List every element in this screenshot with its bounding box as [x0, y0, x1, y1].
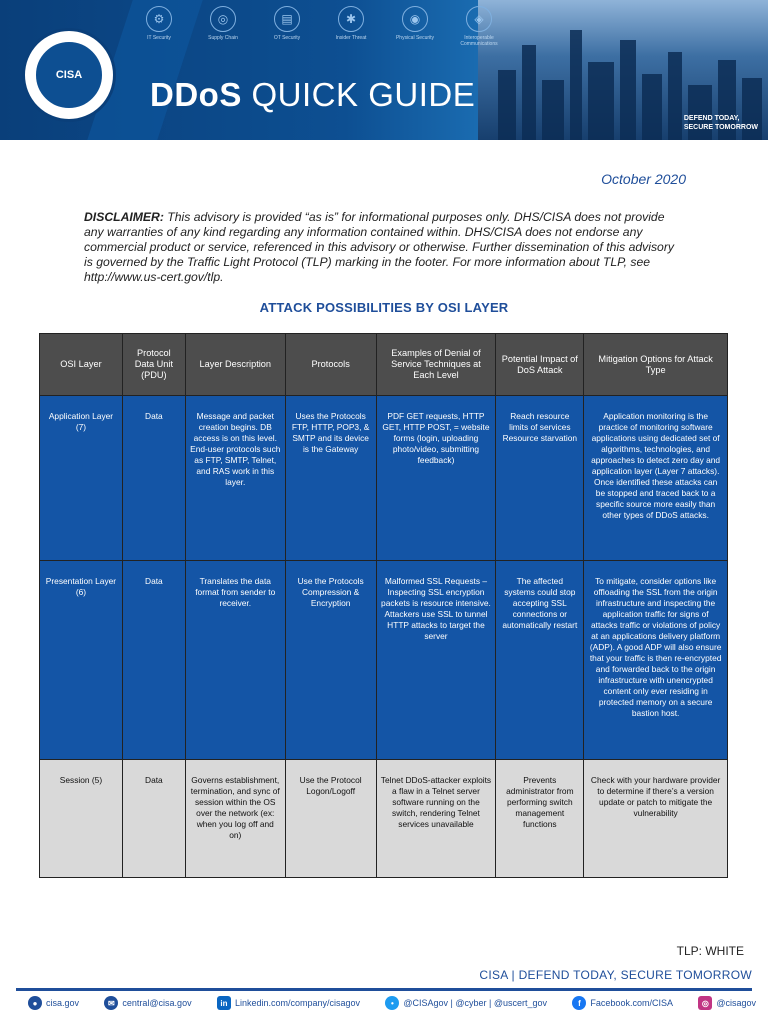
table-cell: Malformed SSL Requests – Inspecting SSL encryption packets is resource intensive. Attackers use SSL to tunnel HTTP attacks to target the server — [376, 561, 496, 760]
footer-divider — [16, 988, 752, 991]
tlp-marking: TLP: WHITE — [676, 944, 744, 958]
table-row — [40, 760, 728, 878]
linkedin-icon: in — [217, 996, 231, 1010]
table-header-cell: Protocols — [285, 334, 376, 396]
footer-link-text: @CISAgov | @cyber | @uscert_gov — [403, 998, 548, 1008]
table-cell: To mitigate, consider options like offloading the SSL from the origin infrastructure and inspecting the application traffic for signs of attacks traffic or violations of policy at an applications delivery platform (ADP). A good ADP will also ensure that your traffic is then re-encrypted and forwarded back to the origin infrastructure with unencrypted content only ever residing in protected memory on a secure bastion host. — [584, 561, 728, 760]
table-header-cell: Protocol Data Unit (PDU) — [122, 334, 185, 396]
table-cell: Data — [122, 396, 185, 561]
table-header-cell: OSI Layer — [40, 334, 123, 396]
table-row — [40, 561, 728, 760]
header-banner — [0, 0, 768, 140]
footer-tagline: CISA | DEFEND TODAY, SECURE TOMORROW — [479, 968, 752, 982]
table-header-row — [40, 334, 728, 396]
footer-link-text: Facebook.com/CISA — [590, 998, 673, 1008]
header-icon-row — [130, 6, 508, 47]
physical-security-icon: ◉ — [402, 6, 428, 32]
table-cell: Prevents administrator from performing switch management functions — [496, 760, 584, 878]
footer-link-text: @cisagov — [716, 998, 756, 1008]
footer-link-globe[interactable] — [28, 996, 79, 1010]
header-icon-label: OT Security — [273, 35, 301, 41]
table-cell: Application Layer (7) — [40, 396, 123, 561]
email-icon: ✉ — [104, 996, 118, 1010]
header-icon-item — [258, 6, 316, 47]
it-security-icon: ⚙ — [146, 6, 172, 32]
publication-date: October 2020 — [601, 171, 686, 187]
header-icon-item — [194, 6, 252, 47]
header-icon-label: IT Security — [147, 35, 171, 41]
table-cell: Translates the data format from sender to receiver. — [185, 561, 285, 760]
table-cell: Check with your hardware provider to determine if there’s a version update or patch to mitigate the vulnerability — [584, 760, 728, 878]
table-cell: Session (5) — [40, 760, 123, 878]
table-cell: Data — [122, 760, 185, 878]
osi-attack-table — [39, 333, 728, 878]
header-icon-item — [386, 6, 444, 47]
globe-icon: ● — [28, 996, 42, 1010]
table-header-cell: Mitigation Options for Attack Type — [584, 334, 728, 396]
header-icon-item — [130, 6, 188, 47]
table-header-cell: Examples of Denial of Service Techniques at Each Level — [376, 334, 496, 396]
footer-link-instagram[interactable] — [698, 996, 756, 1010]
table-cell: Data — [122, 561, 185, 760]
disclaimer — [84, 210, 684, 285]
table-cell: Uses the Protocols FTP, HTTP, POP3, & SMTP and its device is the Gateway — [285, 396, 376, 561]
table-header-cell: Layer Description — [185, 334, 285, 396]
table-cell: Application monitoring is the practice of monitoring software applications using dedicated set of algorithms, technologies, and approaches to detect zero day and application layer (Layer 7 attacks). Once identified these attacks can be stopped and traced back to a specific source more easily than other types of DDoS attacks. — [584, 396, 728, 561]
footer-link-email[interactable] — [104, 996, 191, 1010]
table-header-cell: Potential Impact of DoS Attack — [496, 334, 584, 396]
table-cell: The affected systems could stop accepting SSL connections or automatically restart — [496, 561, 584, 760]
interoperable-communications-icon: ◈ — [466, 6, 492, 32]
table-cell: Telnet DDoS-attacker exploits a flaw in a Telnet server software running on the switch, rendering Telnet services unavailable — [376, 760, 496, 878]
table-cell: Governs establishment, termination, and sync of session within the OS over the network (ex: when you log off and on) — [185, 760, 285, 878]
header-icon-item — [450, 6, 508, 47]
defend-slogan: DEFEND TODAY, SECURE TOMORROW — [683, 115, 758, 131]
table-cell: Message and packet creation begins. DB access is on this level. End-user protocols such as FTP, SMTP, Telnet, and RAS work in this layer. — [185, 396, 285, 561]
table-row — [40, 396, 728, 561]
ot-security-icon: ▤ — [274, 6, 300, 32]
supply-chain-icon: ◎ — [210, 6, 236, 32]
header-icon-label: Insider Threat — [335, 35, 367, 41]
footer-link-text: cisa.gov — [46, 998, 80, 1008]
seal-text: CISA — [55, 69, 83, 81]
instagram-icon: ◎ — [698, 996, 712, 1010]
table-cell: Reach resource limits of services Resource starvation — [496, 396, 584, 561]
facebook-icon: f — [572, 996, 586, 1010]
page-title: DDoS QUICK GUIDE — [150, 76, 476, 113]
section-title: ATTACK POSSIBILITIES BY OSI LAYER — [259, 300, 509, 315]
disclaimer-label: DISCLAIMER: — [84, 210, 164, 224]
insider-threat-icon: ✱ — [338, 6, 364, 32]
header-icon-label: Physical Security — [395, 35, 435, 41]
table-cell: Presentation Layer (6) — [40, 561, 123, 760]
footer-link-twitter[interactable] — [385, 996, 547, 1010]
footer-link-facebook[interactable] — [572, 996, 673, 1010]
disclaimer-text: This advisory is provided “as is” for informational purposes only. DHS/CISA does not provide any warranties of any kind regarding any information contained within. DHS/CISA does not endorse any commercial product or service, referenced in this advisory or otherwise. Further dissemination of this advisory is governed by the Traffic Light Protocol (TLP) marking in the footer. For more information about TLP, see http://www.us-cert.gov/tlp. — [84, 210, 674, 284]
cisa-seal-logo — [22, 28, 116, 122]
footer-link-linkedin[interactable] — [217, 996, 360, 1010]
footer-link-text: Linkedin.com/company/cisagov — [234, 998, 361, 1008]
table-cell: Use the Protocols Compression & Encryption — [285, 561, 376, 760]
header-icon-item — [322, 6, 380, 47]
twitter-icon: • — [385, 996, 399, 1010]
header-icon-label: Supply Chain — [208, 35, 238, 41]
footer-link-text: central@cisa.gov — [122, 998, 192, 1008]
table-cell: Use the Protocol Logon/Logoff — [285, 760, 376, 878]
footer-links — [28, 996, 756, 1010]
table-cell: PDF GET requests, HTTP GET, HTTP POST, = website forms (login, uploading photo/video, submitting feedback) — [376, 396, 496, 561]
header-icon-label: Interoperable Communications — [460, 35, 498, 47]
